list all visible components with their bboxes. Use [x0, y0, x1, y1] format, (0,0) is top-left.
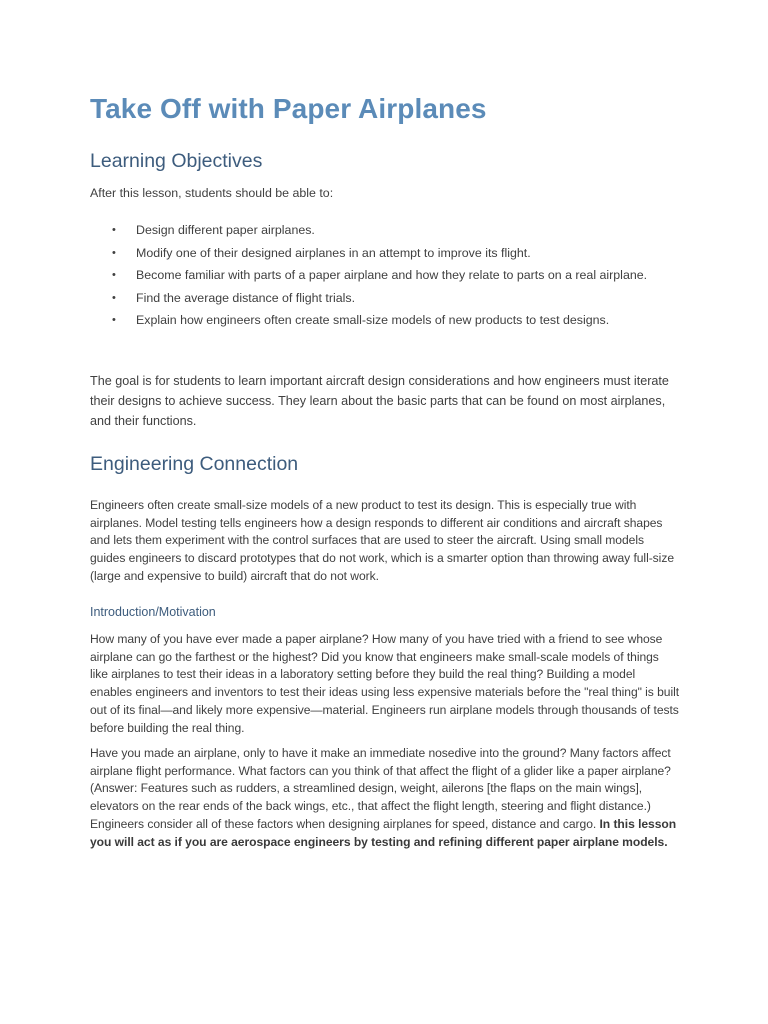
list-item: • Explain how engineers often create small-size models of new products to test designs.: [112, 313, 610, 327]
introduction-paragraph-2: Have you made an airplane, only to have it make an immediate nosedive into the ground? Many factors affect airplane flight performance. What factors can you think of that affect the flight of a glider like a paper airplane? (Answer: Features such as rudders, a streamlined design, weight, ailerons [the flaps on the main wings], elevators on the rear ends of the back wings, etc., that affect the flight length, steering and flight distance.) Engineers consider all of these factors when designing airplanes for speed, distance and cargo. In this lesson you will act as if you are aerospace engineers by testing and refining different paper airplane models.: [90, 746, 677, 849]
bullet-icon: •: [112, 291, 116, 304]
lesson-goal-emphasis: In this lesson you will act as if you are aerospace engineers by testing and refining different paper airplane models.: [90, 816, 677, 849]
learning-objectives-heading: Learning Objectives: [90, 150, 263, 172]
objectives-intro: After this lesson, students should be able to:: [90, 186, 334, 200]
list-item: • Find the average distance of flight trials.: [112, 290, 356, 305]
introduction-heading: Introduction/Motivation: [90, 605, 216, 619]
list-item: • Design different paper airplanes.: [112, 223, 315, 237]
introduction-paragraph-1: How many of you have ever made a paper airplane? How many of you have tried with a friend to see whose airplane can go the farthest or the highest? Did you know that engineers make small-scale models of things like airplanes to test their ideas in a laboratory setting before they build the real thing? Building a model enables engineers and inventors to test their ideas using less expensive materials before the "real thing" is built out of its final—and likely more expensive—material. Engineers run airplane models through thousands of tests before building the real thing.: [90, 632, 680, 735]
bullet-icon: •: [112, 269, 116, 281]
list-item: • Modify one of their designed airplanes in an attempt to improve its flight.: [112, 245, 531, 260]
list-item: • Become familiar with parts of a paper airplane and how they relate to parts on a real airplane.: [112, 268, 648, 282]
objectives-list: [90, 221, 650, 334]
bullet-icon: •: [112, 246, 116, 259]
goal-paragraph: The goal is for students to learn important aircraft design considerations and how engineers must iterate their designs to achieve success. They learn about the basic parts that can be found on most airplanes, and their functions.: [90, 374, 669, 428]
bullet-icon: •: [112, 224, 116, 236]
bullet-icon: •: [112, 314, 116, 326]
engineering-connection-paragraph: Engineers often create small-size models of a new product to test its design. This is especially true with airplanes. Model testing tells engineers how a design responds to different air conditions and aircraft shapes and lets them experiment with the control surfaces that are used to steer the aircraft. Using small models guides engineers to discard prototypes that do not work, which is a smarter option than throwing away full-size (large and expensive to build) aircraft that do not work.: [90, 498, 674, 583]
document-title: Take Off with Paper Airplanes: [90, 93, 487, 124]
engineering-connection-heading: Engineering Connection: [90, 453, 299, 475]
